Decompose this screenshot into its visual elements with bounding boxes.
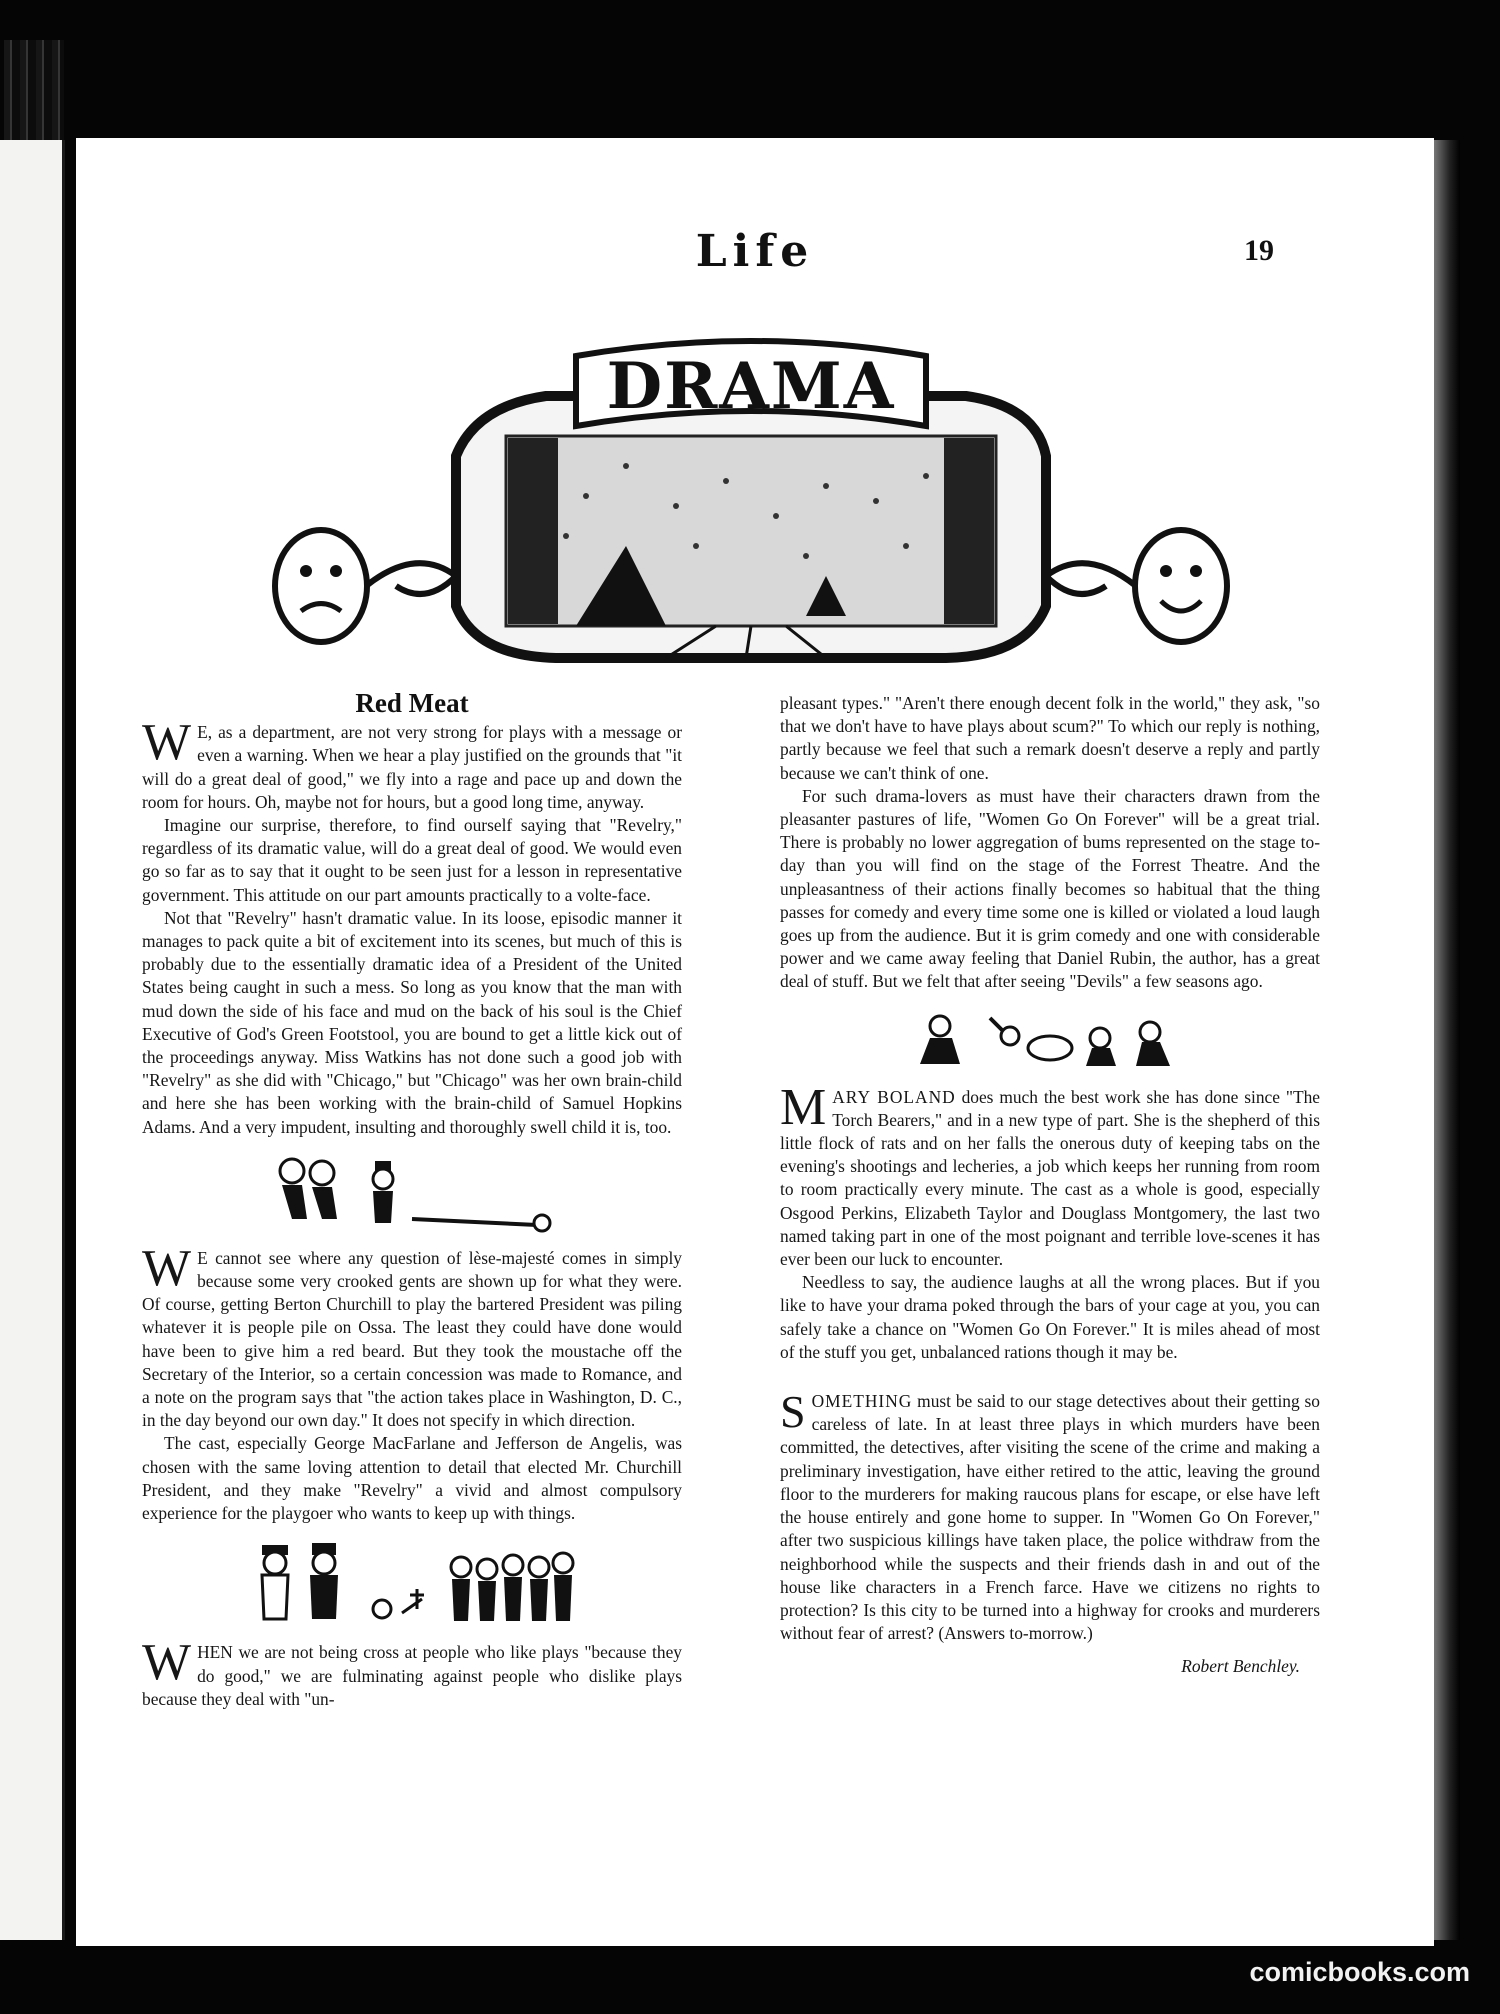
paragraph: Needless to say, the audience laughs at all the wrong places. But if you like to have your drama poked through the bars of your cage at you, you can safely take a chance on "Women Go On Forever." It is miles ahead of most of the stuff you get, unbalanced rations though it may be.	[780, 1272, 1320, 1362]
page-edge-shadow	[1434, 140, 1460, 1940]
paragraph: W E, as a department, are not very strong for plays with a message or even a warning. When we hear a play justified on the grounds that "it will do a great deal of good," we fly into a rage and pace up and down the room for hours. Oh, maybe not for hours, but a good long time, anyway.	[142, 714, 682, 812]
cartoon-chase-illustration	[900, 1008, 1200, 1072]
site-watermark: comicbooks.com	[1249, 1957, 1470, 1987]
paragraph: WHEN we are not being cross at people who like plays "because they do good," we are fulminating against people who dislike plays because they deal with "un-	[142, 1634, 682, 1709]
page-number: 19	[1244, 234, 1274, 267]
banner-scroll	[576, 341, 926, 426]
paragraph: Imagine our surprise, therefore, to find ourself saying that "Revelry," regardless of its dramatic value, will do a great deal of good. We would even go so far as to say that it ought to be seen just for a lesson in representative government. This attitude on our part amounts practically to a volte-face.	[142, 815, 682, 905]
paragraph: pleasant types." "Aren't there enough decent folk in the world," they ask, "so that we don't have to have plays about scum?" To which our reply is nothing, partly because we feel that such a remark doesn't deserve a reply and partly because we can't think of one.	[780, 693, 1320, 783]
paragraph: The cast, especially George MacFarlane and Jefferson de Angelis, was chosen with the same loving attention to detail that elected Mr. Churchill President, and they make "Revelry" a vivid and almost compulsory experience for the playgoer who wants to keep up with things.	[142, 1433, 682, 1524]
article-columns	[142, 550, 1328, 1940]
drop-cap: M	[780, 1078, 827, 1136]
banner-title: DRAMA	[606, 349, 896, 424]
paragraph: MARY BOLAND does much the best work she has done since "The Torch Bearers," and in a new type of part. She is the shepherd of this little flock of rats and on her falls the onerous duty of keeping tabs on the evening's shootings and lecheries, a job which keeps her running from room to room practically every minute. The cast as a whole is good, especially Osgood Perkins, Elizabeth Taylor and Douglass Montgomery, the last two named taking part in one of the most poignant and terrible love-scenes it has ever been our luck to encounter.	[780, 1078, 1320, 1270]
article-column-left	[142, 688, 682, 1711]
magazine-page	[76, 138, 1434, 1946]
article-title: Red Meat	[355, 688, 469, 718]
magazine-title: Life	[695, 226, 815, 277]
paragraph: For such drama-lovers as must have their characters drawn from the pleasanter pastures of life, "Women Go On Forever" will be a great trial. There is probably no lower aggregation of bums represented on the stage to-day than you will find on the stage of the Forrest Theatre. And the unpleasantness of their actions finally becomes so habitual that the thing passes for comedy and every time some one is killed or violated a loud laugh goes up from the audience. But it is grim comedy and one with considerable power and we came away feeling that Daniel Rubin, the author, has a great deal of stuff. But we felt that after seeing "Devils" a few seasons ago.	[780, 785, 1320, 992]
author-signature: Robert Benchley.	[1181, 1656, 1300, 1677]
paragraph: W E cannot see where any question of lèse-majesté comes in simply because some very crooked gents are shown up for what they were. Of course, getting Berton Churchill to play the bartered President was piling whatever it is people pile on Ossa. The least they could have done would have been to give him a red beard. But they took the moustache off the Secretary of the Interior, so a certain concession was made to Romance, and a note on the program says that "the action takes place in Washington, D. C., in the day beyond our own day." It does not specify in which direction.	[142, 1239, 682, 1431]
cartoon-men-and-fallen-figure-illustration	[247, 1153, 577, 1233]
facing-page-edge	[0, 140, 65, 1940]
drop-cap: W	[142, 714, 192, 772]
drop-cap: S	[780, 1386, 806, 1438]
drop-cap: W	[142, 1634, 192, 1692]
paragraph: Not that "Revelry" hasn't dramatic value. In its loose, episodic manner it manages to pack quite a bit of excitement into its scenes, but much of this is probably due to the essentially dramatic idea of a President of the United States being caught in such a mess. So long as you know that the man with mud down the side of his face and mud on the back of his soul is the Chief Executive of God's Green Footstool, you are bound to get a little kick out of the proceedings anyway. Miss Watkins has not done such a good job with "Revelry" as she did with "Chicago," but "Chicago" was her own brain-child and here she has been working with the brain-child of Samuel Hopkins Adams. And a very impudent, insulting and thoroughly swell child it is, too.	[142, 907, 682, 1137]
paragraph: SOMETHING must be said to our stage detectives about their getting so careless of late. In at least three plays in which murders have been committed, the detectives, after visiting the scene of the crime and making a preliminary investigation, have either retired to the attic, leaving the ground floor to the murderers for making raucous plans for escape, or else have left the house entirely and gone home to supper. In "Women Go On Forever," after two suspicious killings have taken place, the police withdraw from the neighborhood while the suspects and their friends dash in and out of the house like characters in a French farce. Have we citizens no rights to protection? Is this city to be turned into a highway for crooks and murderers without fear of arrest? (Answers to-morrow.)	[780, 1386, 1320, 1644]
running-head	[76, 226, 1434, 286]
binding-edge	[4, 40, 64, 140]
article-column-right	[780, 692, 1320, 1679]
cartoon-policemen-and-crowd-illustration	[242, 1539, 582, 1627]
drop-cap: W	[142, 1239, 192, 1297]
